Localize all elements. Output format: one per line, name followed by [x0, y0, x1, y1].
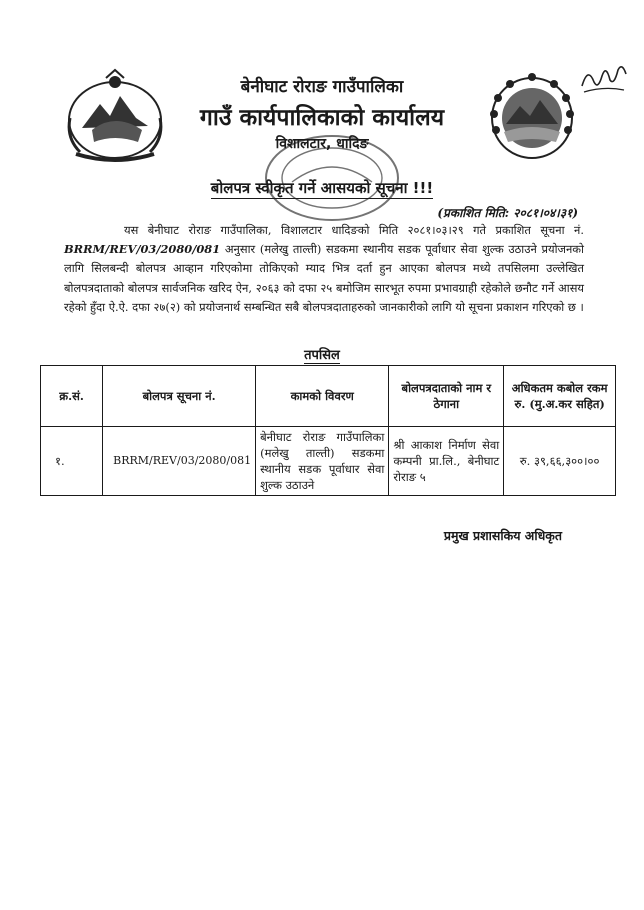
notice-body: यस बेनीघाट रोराङ गाउँपालिका, विशालटार धादिङको मिति २०८१।०३।२९ गते प्रकाशित सूचना नं. BRRM/REV/03/2080/081 अनुसार (मलेखु ताल्ती) सडकमा स्थानीय सडक पूर्वाधार सेवा शुल्क उठाउने प्रयोजनको लागि सिलबन्दी बोलपत्र आव्हान गरिएकोमा तोकिएको म्याद भित्र दर्ता हुन आएका बोलपत्र मध्ये तपसिलमा उल्लेखित बोलपत्रदाताको बोलपत्र सार्वजनिक खरिद ऐन, २०६३ को दफा २५ बमोजिम सारभूत रुपमा प्रभावग्राही रहेकोले छनौट गर्ने आसय रहेको हुँदा ऐ.ऐ. दफा २७(२) को प्रयोजनार्थ सम्बन्धित सबै बोलपत्रदाताहरुको जानकारीको लागि यो सूचना प्रकाशन गरिएको छ ।: [64, 223, 584, 314]
header-bidder: बोलपत्रदाताको नाम र ठेगाना: [389, 366, 504, 427]
bid-table: [40, 365, 616, 496]
notice-title: बोलपत्र स्वीकृत गर्ने आसयको सूचना !!!: [210, 179, 434, 197]
publish-date: (प्रकाशित मिति: २०८१।०४।३१): [437, 206, 578, 220]
cell-bidder: श्री आकाश निर्माण सेवा कम्पनी प्रा.लि., बेनीघाट रोराङ ५: [389, 427, 504, 496]
table-row: [41, 427, 616, 496]
municipality-name: बेनीघाट रोराङ गाउँपालिका: [240, 77, 404, 97]
office-name: गाउँ कार्यपालिकाको कार्यालय: [199, 105, 445, 131]
header-work: कामको विवरण: [256, 366, 389, 427]
office-address: विशालटार, धादिङ: [275, 136, 369, 152]
signatory-title: प्रमुख प्रशासकिय अधिकृत: [443, 528, 562, 543]
table-title: तपसिल: [304, 348, 340, 363]
cell-work: बेनीघाट रोराङ गाउँपालिका (मलेखु ताल्ती) सडकमा स्थानीय सडक पूर्वाधार सेवा शुल्क उठाउने: [256, 427, 389, 496]
table-header-row: [41, 366, 616, 427]
header-notice-no: बोलपत्र सूचना नं.: [103, 366, 256, 427]
header-amount: अधिकतम कबोल रकम रु. (मु.अ.कर सहित): [504, 366, 616, 427]
cell-amount: रु. ३९,६६,३००।००: [504, 427, 616, 496]
cell-sn: १.: [41, 427, 103, 496]
header-sn: क्र.सं.: [41, 366, 103, 427]
cell-notice-no: BRRM/REV/03/2080/081: [103, 427, 256, 496]
notice-reference: BRRM/REV/03/2080/081: [64, 242, 221, 257]
